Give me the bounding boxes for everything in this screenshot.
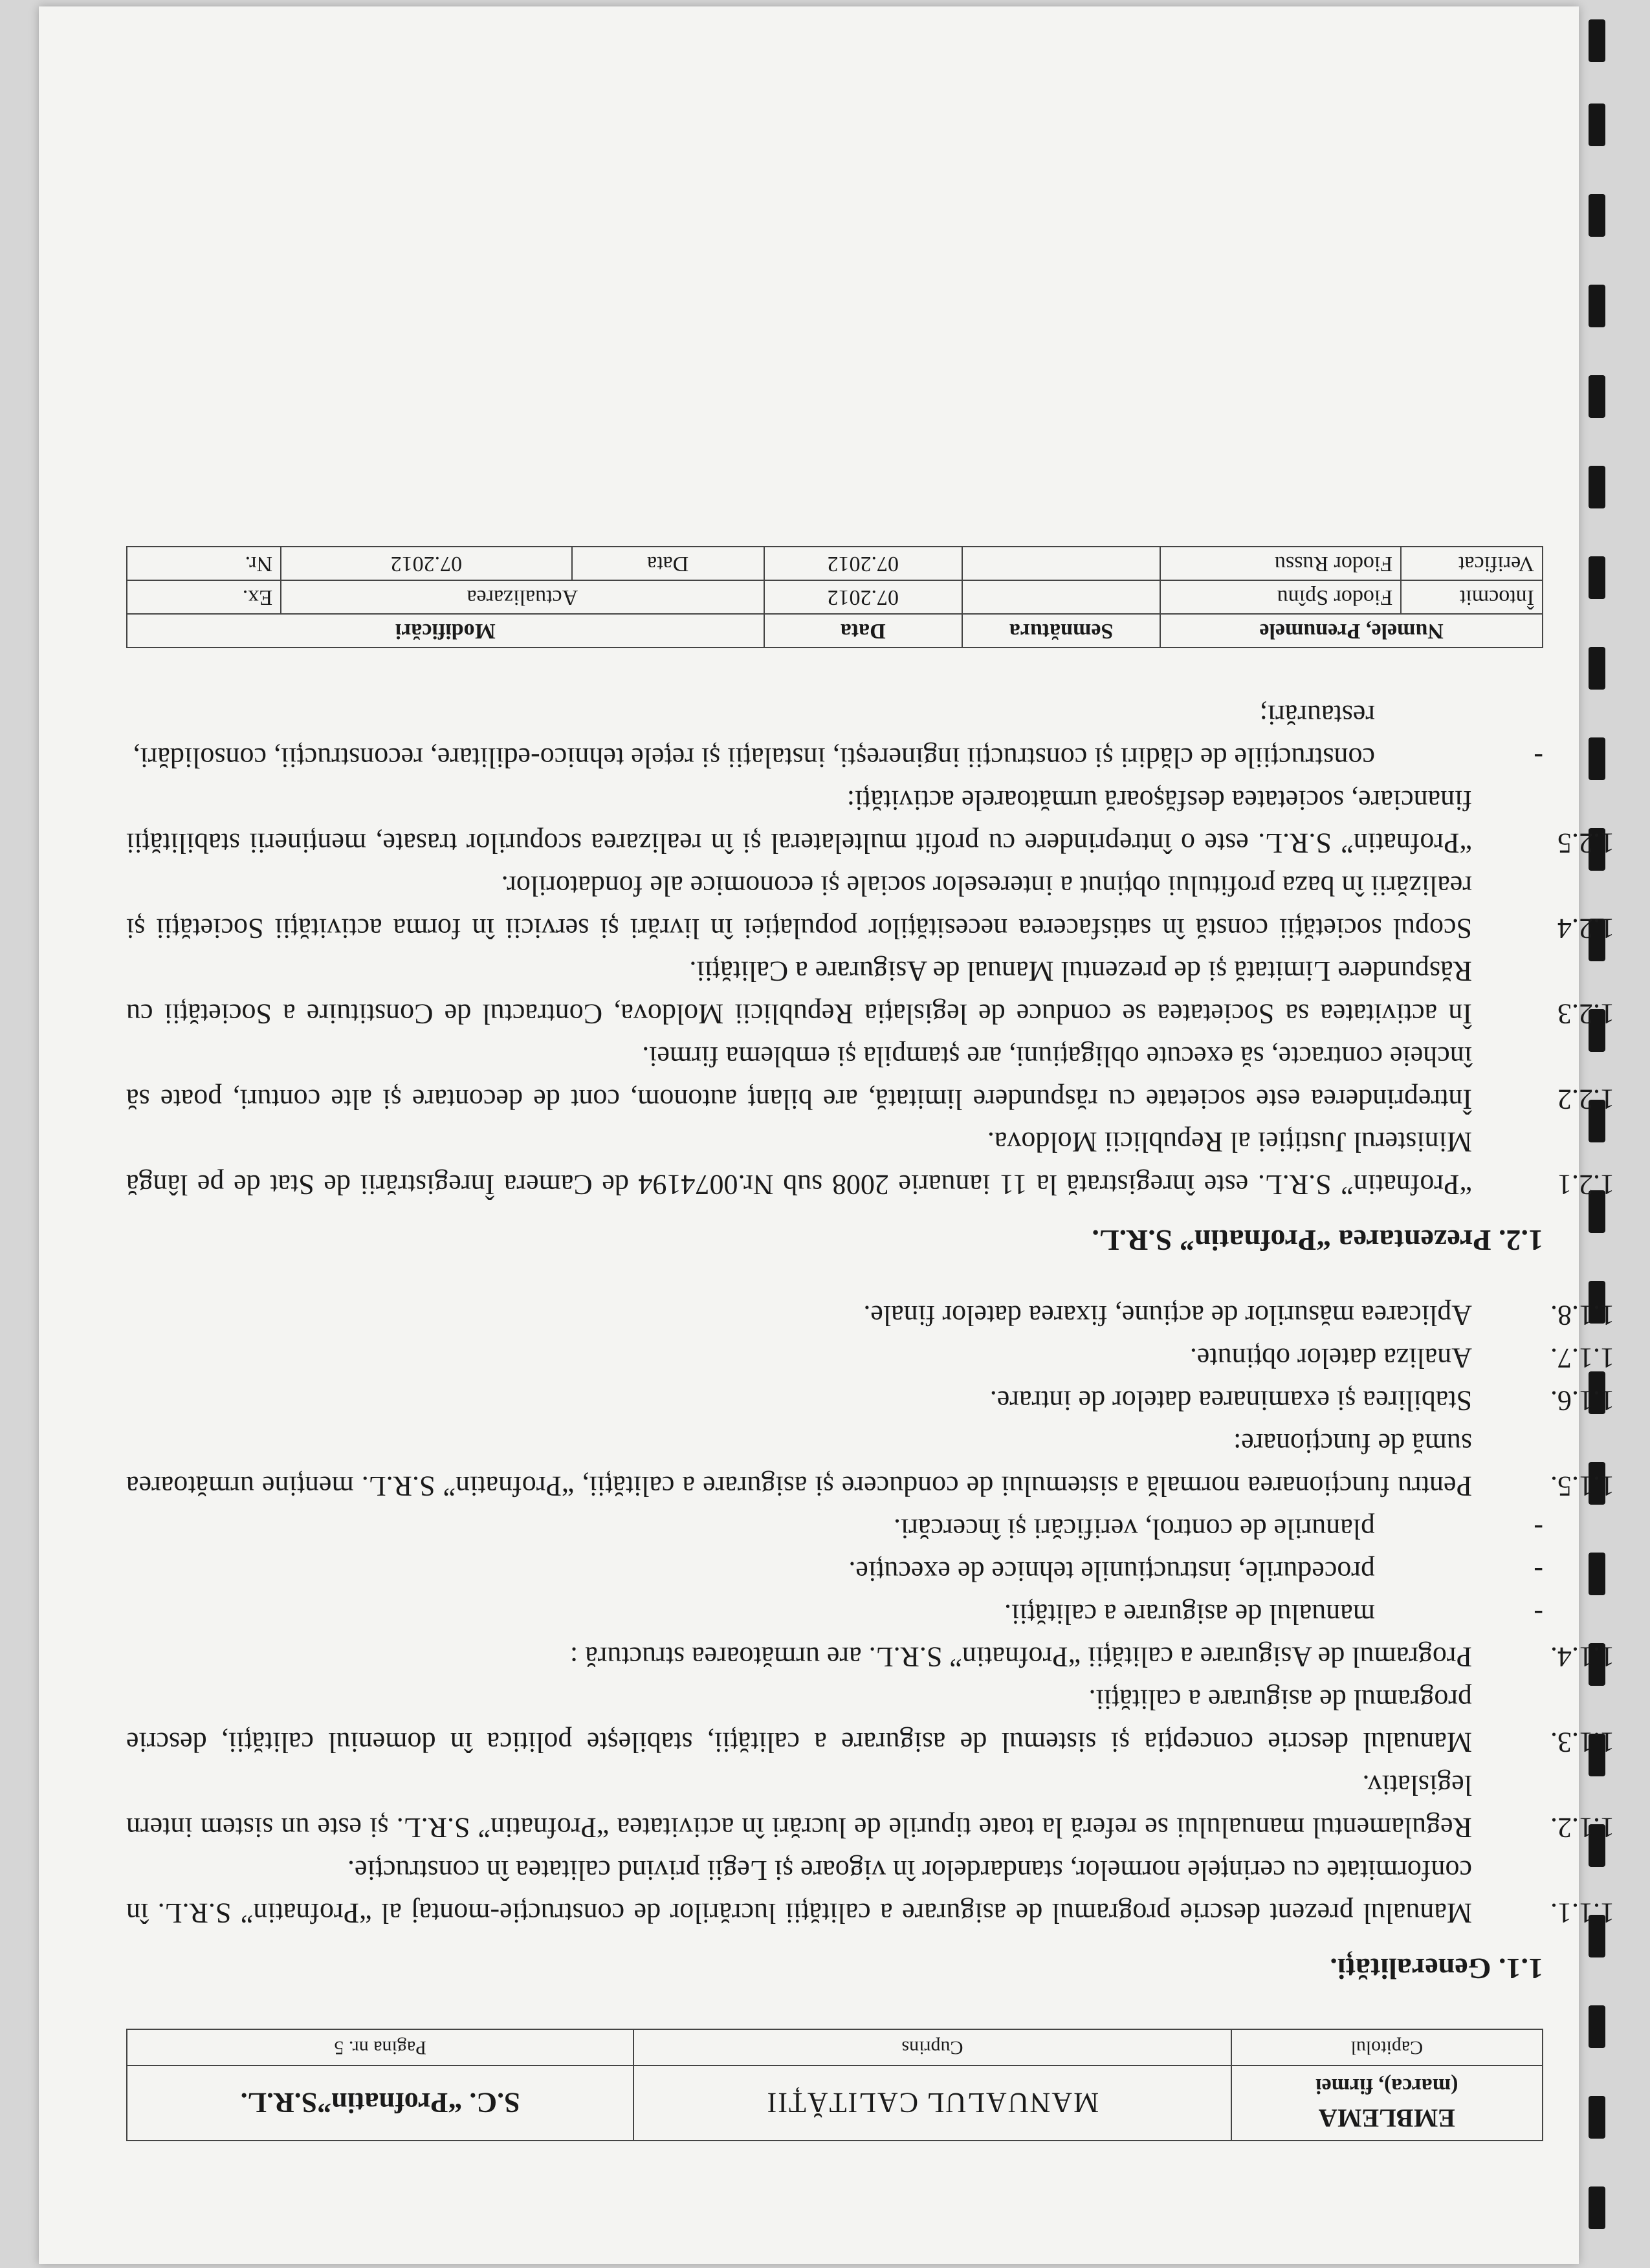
binder-hole bbox=[1589, 2186, 1605, 2229]
binder-hole bbox=[1589, 737, 1605, 780]
paragraph bbox=[126, 1763, 1614, 1849]
section-title-generalitati: 1.1. Generalități. bbox=[1330, 1952, 1543, 1985]
footer-date: 07.2012 bbox=[764, 580, 962, 614]
dash-marker: - bbox=[1534, 742, 1543, 774]
paragraph bbox=[126, 1379, 1614, 1422]
binder-hole bbox=[1589, 2005, 1605, 2048]
paragraph bbox=[126, 1849, 1614, 1934]
paragraph-number: 1.2.2 bbox=[1557, 1084, 1614, 1115]
bullet-text: planurile de control, verificări și încercări. bbox=[894, 1513, 1375, 1545]
document-body bbox=[126, 693, 1614, 1990]
footer-role: Întocmit bbox=[1401, 580, 1543, 614]
paragraph-number: 1.2.4 bbox=[1557, 913, 1614, 944]
paragraph-text: Regulamentul manualului se referă la toate tipurile de lucrări în activitatea “Profnatin” S.R.L. și este un sistem intern legislativ. bbox=[126, 1769, 1472, 1844]
footer-copy: Ex. bbox=[127, 580, 281, 614]
header-page-number: Pagina nr. 5 bbox=[127, 2029, 633, 2066]
paragraph-number: 1.1.7. bbox=[1550, 1342, 1614, 1374]
paragraph-text: Manualul descrie concepția și sistemul de asigurare a calității, stabilește politica în domeniul calității, descrie programul de asigurare a calității. bbox=[126, 1684, 1472, 1758]
bullet-item bbox=[126, 693, 1543, 779]
paragraph-number: 1.2.3 bbox=[1557, 998, 1614, 1030]
emblem-cell bbox=[1231, 2066, 1543, 2141]
document-header-table bbox=[126, 2029, 1543, 2141]
footer-header-name: Numele, Prenumele bbox=[1160, 614, 1543, 648]
paragraph bbox=[126, 1336, 1614, 1379]
paragraph bbox=[126, 779, 1614, 864]
footer-change-date: 07.2012 bbox=[281, 547, 572, 580]
dash-marker: - bbox=[1534, 1556, 1543, 1587]
emblem-title: EMBLEMA bbox=[1318, 2104, 1455, 2133]
emblem-subtitle: (marca), firmei bbox=[1315, 2074, 1458, 2098]
footer-header-date: Data bbox=[764, 614, 962, 648]
binder-hole bbox=[1589, 104, 1605, 146]
binder-hole bbox=[1589, 1553, 1605, 1595]
footer-role: Verificat bbox=[1401, 547, 1543, 580]
footer-change-date-label: Data bbox=[572, 547, 764, 580]
bullet-text: procedurile, instrucțiunile tehnice de execuție. bbox=[848, 1556, 1375, 1587]
paragraph bbox=[126, 864, 1614, 950]
footer-number: Nr. bbox=[127, 547, 281, 580]
paragraph-text: Scopul societății constă în satisfacerea necesităților populației în livrări și servicii în forma activității Societății și realizării în baza profitului obținut a intereselor sociale și economice ale fondatorilor. bbox=[126, 870, 1472, 944]
bullet-item bbox=[126, 1593, 1543, 1635]
footer-person: Fiodor Russu bbox=[1160, 547, 1401, 580]
footer-header-changes: Modificări bbox=[127, 614, 764, 648]
header-contents: Cuprins bbox=[633, 2029, 1231, 2066]
paragraph bbox=[126, 950, 1614, 1035]
footer-header-signature: Semnătura bbox=[962, 614, 1160, 648]
binder-hole bbox=[1589, 466, 1605, 508]
paragraph-text: Pentru funcționarea normală a sistemului de conducere și asigurare a calității, “Profnatin” S.R.L. menține următoarea sumă de funcționare: bbox=[126, 1428, 1472, 1502]
binder-hole bbox=[1589, 19, 1605, 62]
footer-person: Fiodor Spînu bbox=[1160, 580, 1401, 614]
paragraph-text: Analiza datelor obținute. bbox=[1189, 1342, 1472, 1374]
bullet-item bbox=[126, 1507, 1543, 1550]
bullet-item bbox=[126, 1550, 1543, 1593]
paragraph-text: Aplicarea măsurilor de acțiune, fixarea datelor finale. bbox=[863, 1300, 1472, 1331]
paragraph bbox=[126, 1635, 1614, 1678]
binder-hole bbox=[1589, 2096, 1605, 2139]
paragraph-text: Stabilirea și examinarea datelor de intrare. bbox=[989, 1385, 1472, 1417]
header-chapter: Capitolul bbox=[1231, 2029, 1543, 2066]
paragraph-number: 1.1.5. bbox=[1550, 1470, 1614, 1502]
paragraph bbox=[126, 1035, 1614, 1120]
paragraph-text: Manualul prezent descrie programul de asigurare a calității lucrărilor de construcție-montaj al “Profnatin” S.R.L. în conformitate cu cerințele normelor, standardelor în vigoare și Legii privind calitatea în construcție. bbox=[126, 1855, 1472, 1929]
dash-marker: - bbox=[1534, 1598, 1543, 1630]
footer-date: 07.2012 bbox=[764, 547, 962, 580]
binder-hole bbox=[1589, 556, 1605, 599]
paragraph-number: 1.1.8. bbox=[1550, 1300, 1614, 1331]
paragraph-text: “Profnatin” S.R.L. este o întreprindere cu profit multelateral și în realizarea scopurilor trasate, menținerii stabilității financiare, societatea desfășoară următoarele activități: bbox=[126, 785, 1472, 859]
company-name: S.C. “Profnatin”S.R.L. bbox=[127, 2066, 633, 2141]
paragraph bbox=[126, 1120, 1614, 1206]
paragraph-number: 1.1.1. bbox=[1550, 1897, 1614, 1929]
paragraph-number: 1.1.3. bbox=[1550, 1727, 1614, 1758]
paragraph-number: 1.1.4. bbox=[1550, 1641, 1614, 1673]
binder-hole bbox=[1589, 285, 1605, 327]
bullet-text: manualul de asigurare a calității. bbox=[1004, 1598, 1375, 1630]
bullet-text: construcțiile de clădiri și construcții inginerești, instalații și rețele tehnico-edilitare, reconstrucții, consolidări, restaurări; bbox=[133, 699, 1375, 774]
footer-signature bbox=[962, 580, 1160, 614]
binder-hole bbox=[1589, 647, 1605, 690]
paragraph bbox=[126, 1294, 1614, 1336]
paragraph-number: 1.1.2. bbox=[1550, 1812, 1614, 1844]
paragraph-text: Întreprinderea este societate cu răspundere limitată, are bilanț autonom, cont de decontare și alte conturi, poate să încheie contracte, să execute obligațiuni, are ștampila și emblema firmei. bbox=[126, 1041, 1472, 1115]
paragraph-number: 1.1.6. bbox=[1550, 1385, 1614, 1417]
footer-signature bbox=[962, 547, 1160, 580]
paragraph-number: 1.2.5 bbox=[1557, 827, 1614, 859]
section-title-prezentarea: 1.2. Prezentarea “Profnatin” S.R.L. bbox=[1092, 1224, 1543, 1257]
paragraph bbox=[126, 1422, 1614, 1507]
footer-change-type: Actualizarea bbox=[281, 580, 764, 614]
paragraph-number: 1.2.1 bbox=[1557, 1169, 1614, 1201]
manual-title: MANUALUL CALITĂȚII bbox=[633, 2066, 1231, 2141]
paragraph bbox=[126, 1678, 1614, 1763]
dash-marker: - bbox=[1534, 1513, 1543, 1545]
paragraph-text: Programul de Asigurare a calității “Profnatin” S.R.L. are următoarea structură : bbox=[569, 1641, 1472, 1673]
binder-hole bbox=[1589, 194, 1605, 237]
approval-table bbox=[126, 546, 1543, 648]
paragraph-text: În activitatea sa Societatea se conduce de legislația Republicii Moldova, Contractul de Constituire a Societății cu Răspundere Limitată și de prezentul Manual de Asigurare a Calității. bbox=[126, 955, 1472, 1030]
document-sheet bbox=[126, 129, 1614, 2141]
paragraph-text: “Profnatin” S.R.L. este înregistrată la 11 ianuarie 2008 sub Nr.0074194 de Camera Înregistrării de Stat de pe lângă Ministerul Justiției al Republicii Moldova. bbox=[126, 1126, 1472, 1201]
binder-hole bbox=[1589, 375, 1605, 418]
